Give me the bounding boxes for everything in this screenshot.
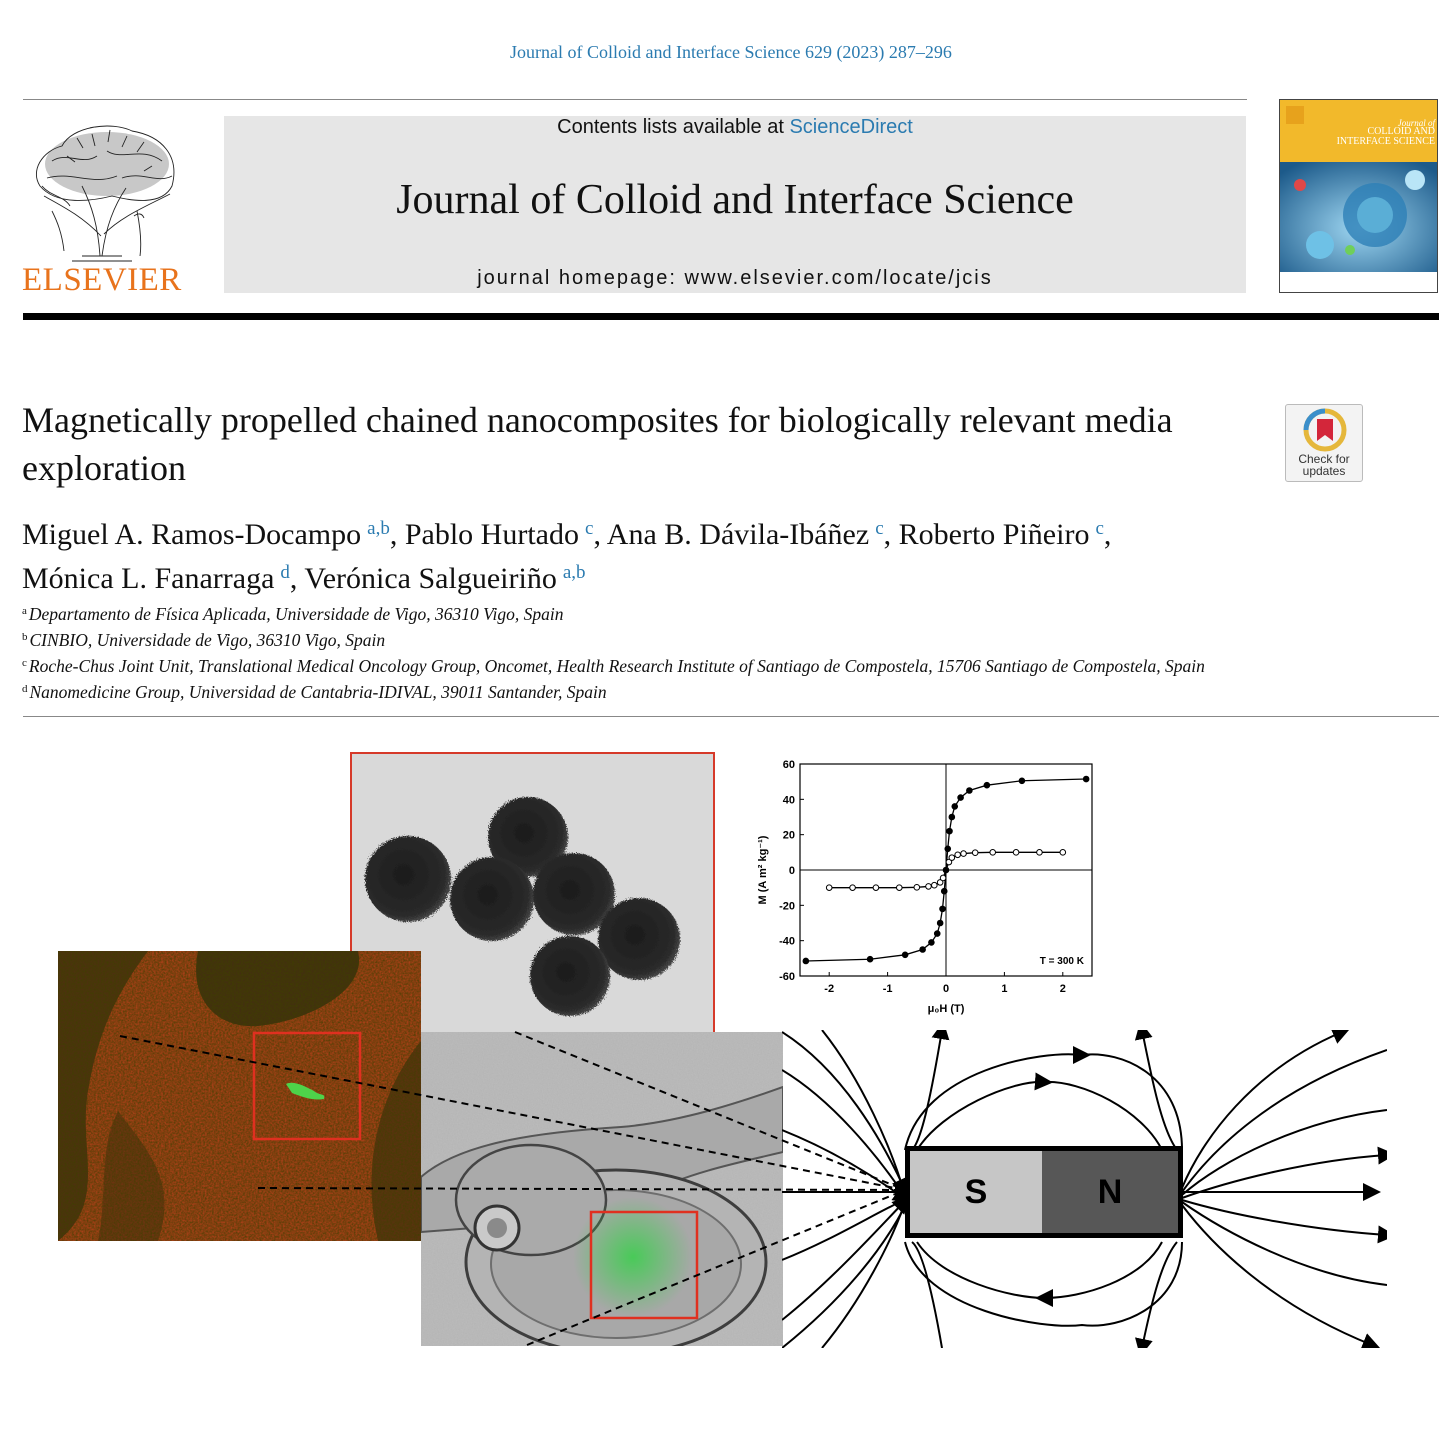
crossmark-label-line1: Check for — [1298, 452, 1350, 466]
author-separator: , — [389, 518, 405, 551]
x-tick-label: 1 — [1001, 983, 1008, 995]
data-point-open — [972, 850, 978, 856]
article-title: Magnetically propelled chained nanocomposites for biologically relevant media exploration — [22, 400, 1173, 488]
data-point-filled — [937, 920, 943, 926]
cover-journal-name: COLLOID AND INTERFACE SCIENCE — [1336, 126, 1435, 147]
data-point-filled — [945, 846, 951, 852]
magnet-north-pole-label: N — [1097, 1173, 1123, 1211]
temperature-annotation: T = 300 K — [1039, 956, 1084, 967]
author-separator: , — [883, 518, 899, 551]
author-name[interactable]: Roberto Piñeiro — [898, 518, 1090, 551]
affiliation-text: Departamento de Física Aplicada, Universidade de Vigo, 36310 Vigo, Spain — [28, 604, 564, 624]
y-tick-label: -40 — [779, 935, 795, 948]
data-point-open — [1037, 850, 1043, 856]
crossmark-label — [1286, 453, 1362, 477]
affiliation-key: b — [22, 631, 28, 643]
author-affiliation-sup[interactable]: d — [280, 562, 290, 583]
y-tick-label: 20 — [782, 829, 795, 842]
x-axis-label: μ₀H (T) — [927, 1003, 965, 1015]
data-point-open — [873, 885, 879, 891]
data-point-filled — [958, 795, 964, 801]
author-separator: , — [593, 518, 607, 551]
author-name[interactable]: Pablo Hurtado — [404, 518, 579, 551]
y-tick-label: 60 — [782, 759, 795, 771]
contents-prefix: Contents lists available at — [557, 116, 790, 138]
data-point-filled — [867, 956, 873, 962]
author-separator: , — [289, 562, 305, 595]
x-tick-label: 2 — [1059, 983, 1066, 995]
x-tick-label: 0 — [942, 983, 950, 995]
data-point-open — [926, 884, 932, 890]
affiliation-key: d — [22, 683, 28, 695]
x-tick-label: -2 — [824, 983, 835, 995]
author-affiliation-sup[interactable]: c — [1095, 518, 1104, 539]
affiliation-key: c — [22, 657, 27, 669]
data-point-open — [955, 852, 961, 858]
data-point-filled — [967, 788, 973, 794]
journal-title: Journal of Colloid and Interface Science — [396, 177, 1074, 223]
author-name[interactable]: Miguel A. Ramos-Docampo — [22, 518, 362, 551]
affiliation-item — [22, 626, 1422, 652]
data-point-filled — [920, 947, 926, 953]
author-name[interactable]: Mónica L. Fanarraga — [22, 562, 275, 595]
y-tick-label: -60 — [779, 971, 795, 983]
author-affiliation-sup[interactable]: a,b — [562, 562, 586, 583]
data-point-filled — [947, 828, 953, 834]
data-point-open — [961, 851, 967, 857]
data-point-filled — [1019, 778, 1025, 784]
data-point-filled — [929, 940, 935, 946]
author-affiliation-sup[interactable]: c — [875, 518, 884, 539]
y-tick-label: 40 — [782, 794, 795, 807]
journal-homepage[interactable]: journal homepage: www.elsevier.com/locate/jcis — [477, 267, 993, 289]
hysteresis-chart — [740, 752, 1110, 1022]
data-point-filled — [941, 888, 947, 894]
data-point-open — [940, 875, 946, 881]
affiliation-item — [22, 678, 1422, 704]
affiliation-key: a — [22, 605, 27, 617]
data-point-open — [990, 850, 996, 856]
data-point-filled — [984, 782, 990, 788]
data-point-open — [949, 855, 955, 861]
data-point-filled — [1083, 776, 1089, 782]
data-point-open — [896, 885, 902, 891]
check-for-updates-button[interactable] — [1285, 404, 1363, 482]
crossmark-icon — [1286, 405, 1364, 453]
affiliation-text: Nanomedicine Group, Universidad de Cantabria-IDIVAL, 39011 Santander, Spain — [29, 682, 607, 702]
affiliation-item — [22, 600, 1422, 626]
fluorescence-micrograph — [58, 951, 421, 1241]
section-divider — [23, 716, 1439, 717]
elsevier-wordmark: ELSEVIER — [22, 262, 182, 298]
zebrafish-embryo-micrograph — [421, 1032, 783, 1346]
data-point-filled — [934, 931, 940, 937]
y-tick-label: 0 — [788, 865, 795, 877]
masthead-text — [224, 116, 1246, 293]
y-tick-label: -20 — [779, 900, 795, 913]
affiliation-list — [22, 600, 1422, 704]
author-affiliation-sup[interactable]: a,b — [367, 518, 390, 539]
sciencedirect-link[interactable]: ScienceDirect — [789, 116, 913, 138]
journal-cover-image[interactable] — [1279, 99, 1438, 293]
journal-citation[interactable]: Journal of Colloid and Interface Science 629 (2023) 287–296 — [510, 42, 952, 62]
data-point-filled — [949, 814, 955, 820]
data-point-open — [914, 885, 920, 891]
data-point-filled — [803, 958, 809, 964]
data-point-open — [1060, 850, 1066, 856]
magnet-south-pole-label: S — [964, 1173, 988, 1211]
x-tick-label: -1 — [882, 983, 893, 995]
author-affiliation-sup[interactable]: c — [585, 518, 594, 539]
data-point-filled — [952, 804, 958, 810]
y-axis-label: M (A m² kg⁻¹) — [757, 835, 769, 905]
affiliation-text: Roche-Chus Joint Unit, Translational Medical Oncology Group, Oncomet, Health Research Institute of Santiago de Compostela, 15706 Santiago de Compostela, Spain — [28, 656, 1205, 676]
masthead-divider — [23, 313, 1439, 320]
author-name[interactable]: Ana B. Dávila-Ibáñez — [606, 518, 870, 551]
data-point-filled — [902, 952, 908, 958]
author-separator: , — [1103, 518, 1112, 551]
data-point-open — [826, 885, 832, 891]
data-point-filled — [940, 906, 946, 912]
data-point-open — [932, 882, 938, 888]
contents-line — [224, 116, 1246, 139]
affiliation-item — [22, 652, 1422, 678]
cover-prefix: Journal of — [1397, 118, 1435, 128]
data-point-open — [1013, 850, 1019, 856]
affiliation-text: CINBIO, Universidade de Vigo, 36310 Vigo, Spain — [29, 630, 386, 650]
crossmark-label-line2: updates — [1302, 464, 1346, 478]
data-point-open — [850, 885, 856, 891]
author-name[interactable]: Verónica Salgueiriño — [304, 562, 557, 595]
top-divider — [23, 99, 1247, 100]
author-list — [22, 510, 1422, 598]
